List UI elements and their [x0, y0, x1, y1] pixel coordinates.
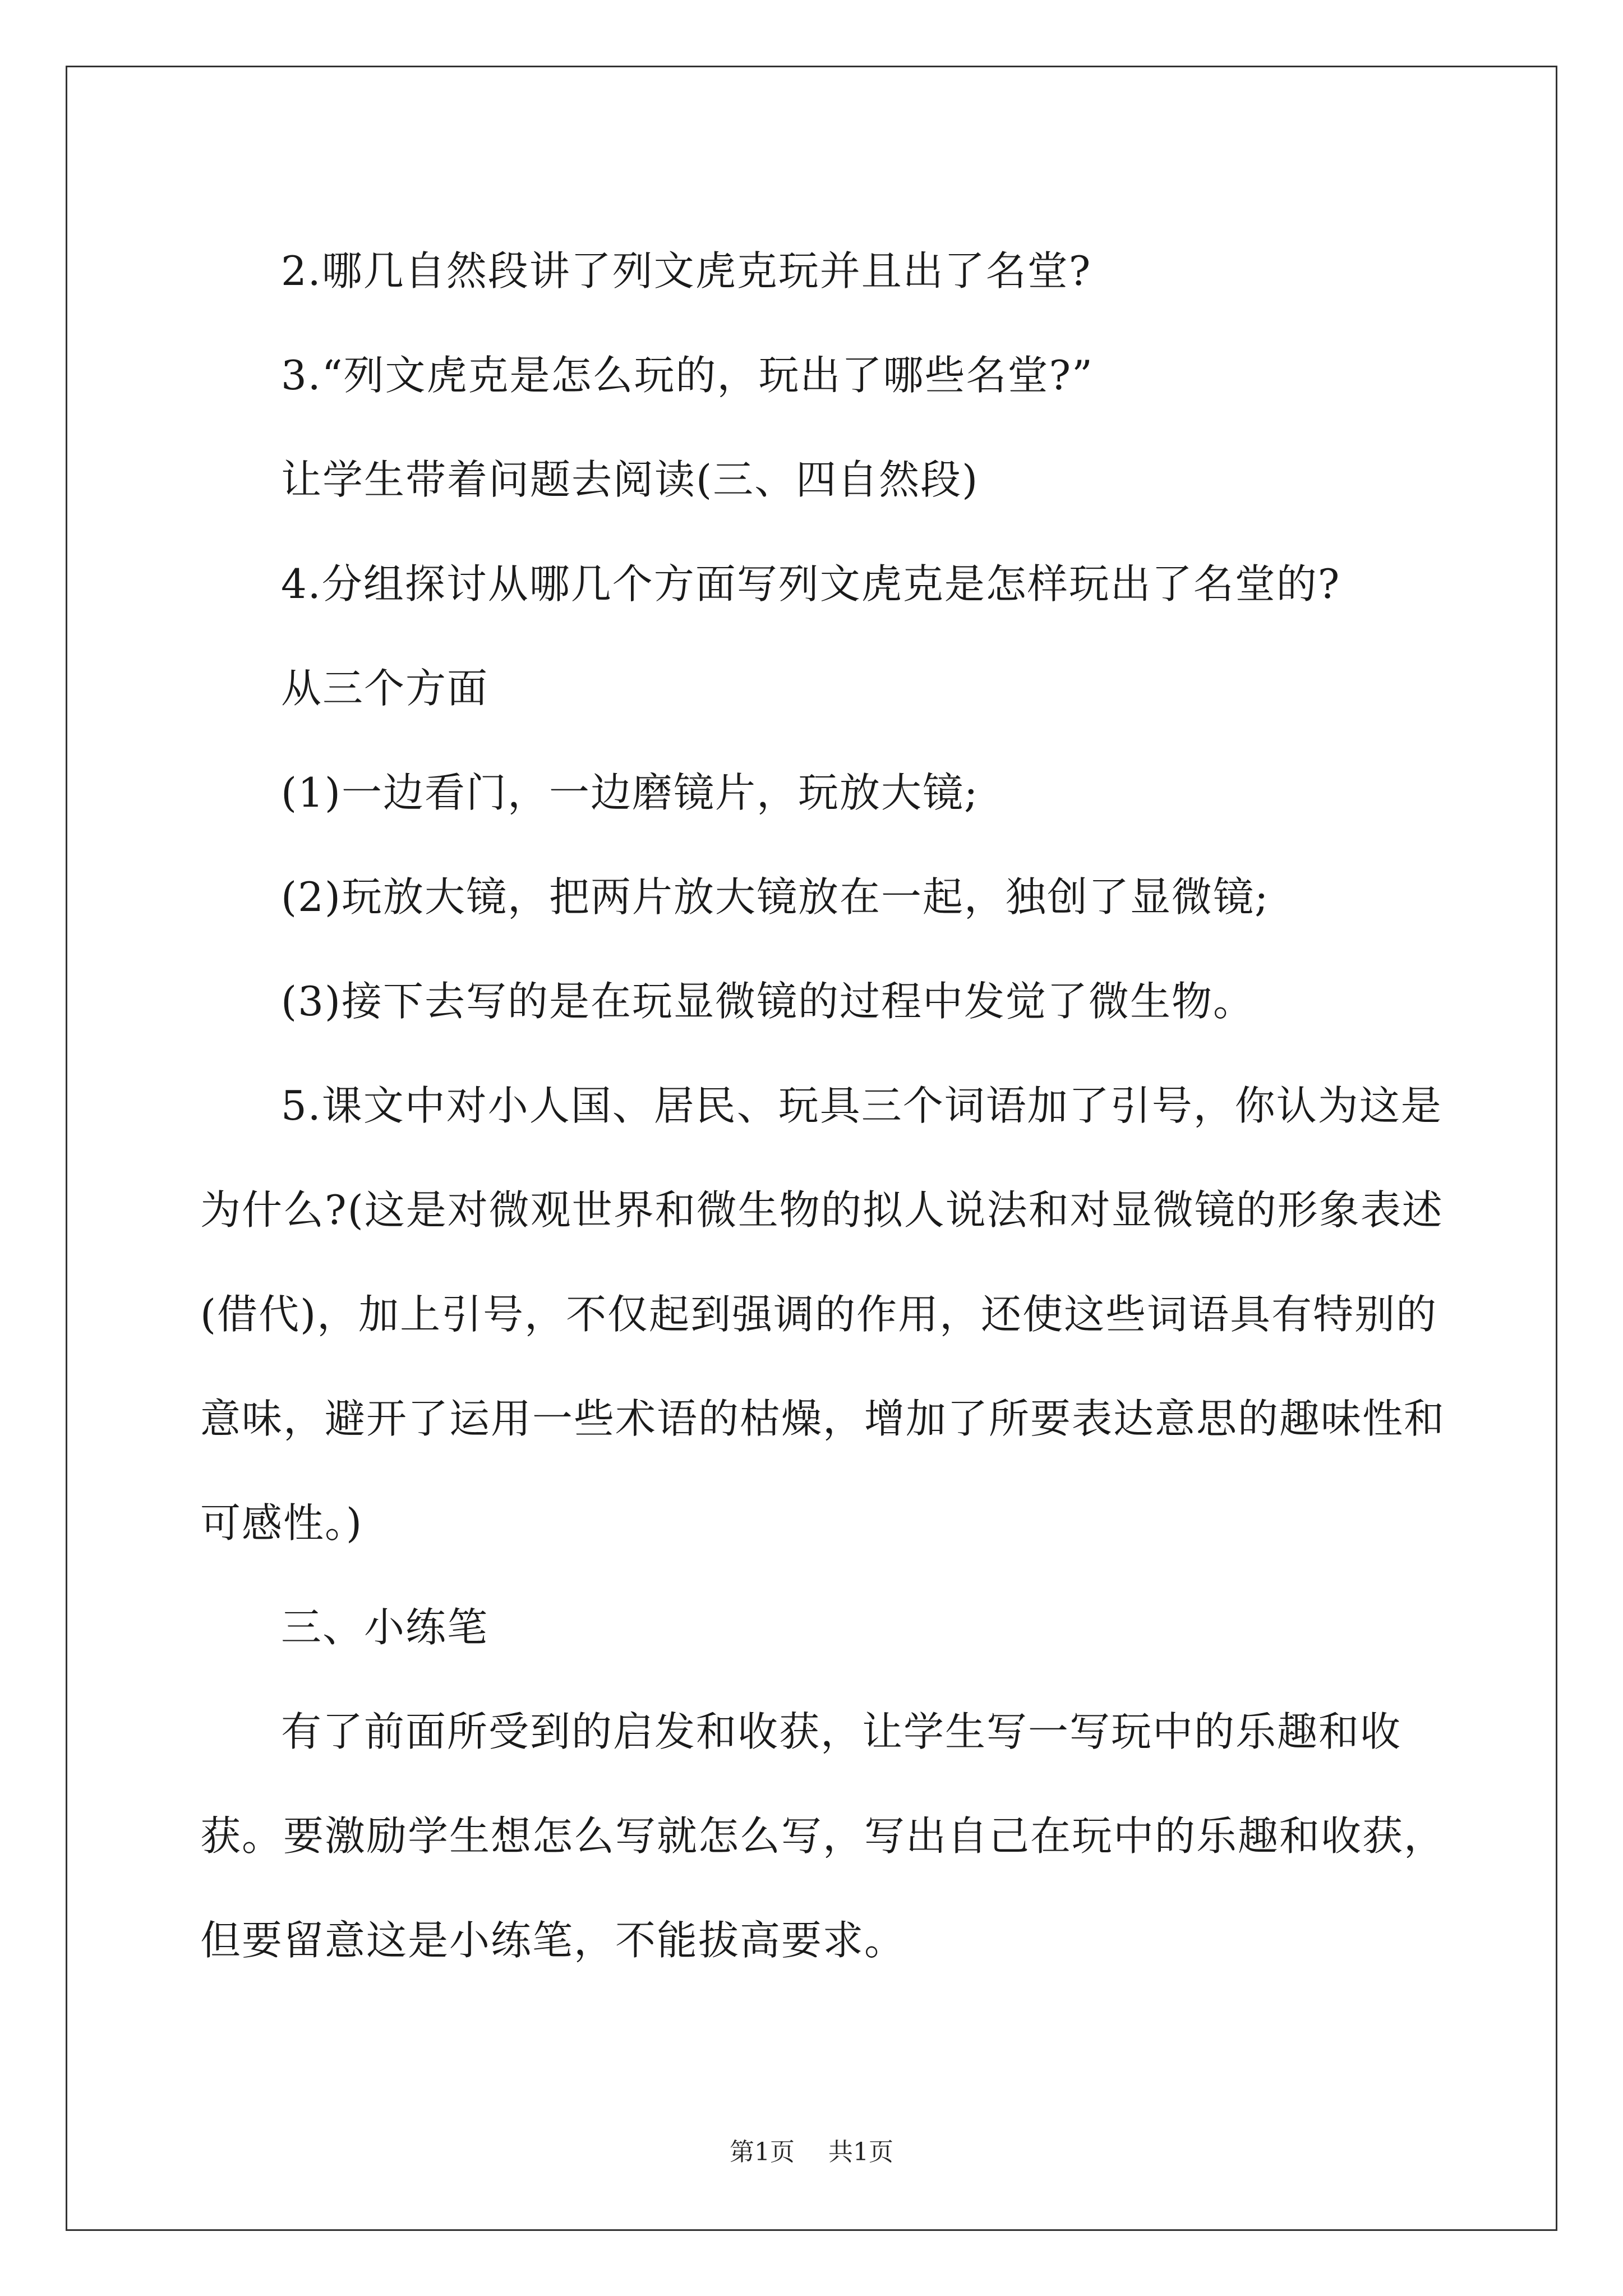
paragraph-question-3: 3.“列文虎克是怎么玩的，玩出了哪些名堂?” — [281, 352, 1094, 399]
paragraph-aspect-3: (3)接下去写的是在玩显微镜的过程中发觉了微生物。 — [281, 978, 1255, 1025]
paragraph-question-5: 5.课文中对小人国、居民、玩具三个词语加了引号，你认为这是为什么?(这是对微观世界和微生物的拟人说法和对显微镜的形象表述(借代)，加上引号，不仅起到强调的作用，还使这些词语具有特别的意味，避开了运用一些术语的枯燥，增加了所要表达意思的趣味性和可感性。) — [200, 1082, 1446, 1547]
paragraph-aspect-2: (2)玩放大镜，把两片放大镜放在一起，独创了显微镜; — [281, 873, 1270, 921]
paragraph-question-4: 4.分组探讨从哪几个方面写列文虎克是怎样玩出了名堂的? — [281, 560, 1341, 608]
section-heading-practice: 三、小练笔 — [281, 1604, 489, 1651]
page-number: 第1页 — [730, 2138, 795, 2166]
paragraph-reading-task: 让学生带着问题去阅读(三、四自然段) — [281, 456, 979, 503]
page-footer — [0, 2132, 1623, 2168]
document-body — [200, 219, 1451, 1993]
page-total: 共1页 — [828, 2138, 893, 2166]
paragraph-aspect-1: (1)一边看门，一边磨镜片，玩放大镜; — [281, 769, 979, 816]
paragraph-practice-instructions: 有了前面所受到的启发和收获，让学生写一写玩中的乐趣和收获。要激励学生想怎么写就怎么写，写出自己在玩中的乐趣和收获，但要留意这是小练笔，不能拔高要求。 — [200, 1708, 1446, 1964]
paragraph-three-aspects: 从三个方面 — [281, 665, 489, 712]
paragraph-question-2: 2.哪几自然段讲了列文虎克玩并且出了名堂? — [281, 247, 1092, 295]
